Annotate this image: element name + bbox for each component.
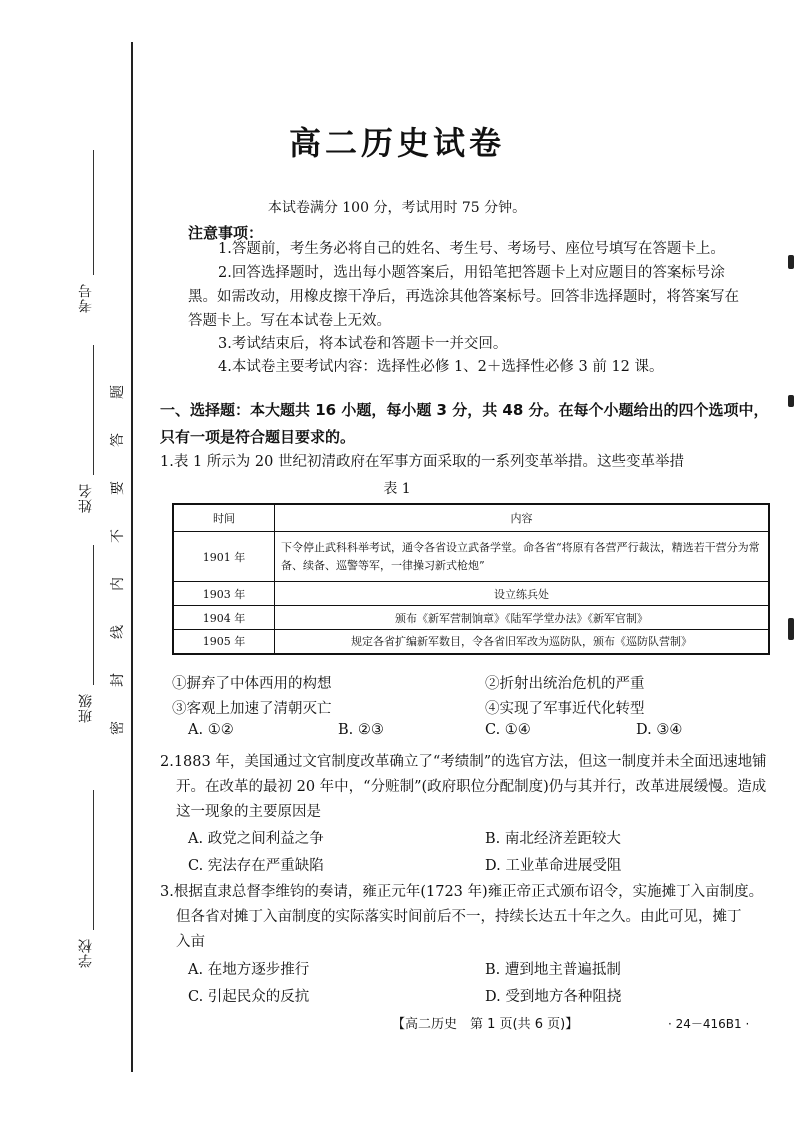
table-cell-content: 规定各省扩编新军数目，令各省旧军改为巡防队，颁布《巡防队营制》 (275, 630, 770, 654)
table-cell-content: 颁布《新军营制饷章》《陆军学堂办法》《新军官制》 (275, 606, 770, 630)
table-caption: 表 1 (383, 481, 411, 497)
answer-option: B. 南北经济差距较大 (485, 831, 621, 847)
answer-option: D. ③④ (636, 722, 683, 738)
table-row (173, 630, 769, 654)
statement: ③客观上加速了清朝灭亡 (172, 701, 332, 717)
answer-option: D. 工业革命进展受阻 (485, 858, 622, 874)
exam-subtitle: 本试卷满分 100 分，考试用时 75 分钟。 (267, 200, 527, 216)
question-3-stem: 但各省对摊丁入亩制度的实际落实时间前后不一，持续长达五十年之久。由此可见，摊丁 (176, 909, 742, 925)
field-school-label: 学校 (78, 938, 94, 968)
answer-option: A. ①② (188, 722, 234, 738)
field-school-line (93, 790, 94, 930)
answer-option: C. 宪法存在严重缺陷 (188, 858, 324, 874)
scan-mark (788, 618, 794, 640)
table-cell-content: 设立练兵处 (275, 582, 770, 606)
field-exam-number-label: 考号 (78, 283, 94, 313)
field-name-label: 姓名 (78, 483, 94, 513)
table-row (173, 606, 769, 630)
answer-option: B. 遭到地主普遍抵制 (485, 962, 621, 978)
notice-line: 1.答题前，考生务必将自己的姓名、考生号、考场号、座位号填写在答题卡上。 (218, 241, 725, 257)
answer-option: D. 受到地方各种阻挠 (485, 989, 622, 1005)
question-2-stem: 这一现象的主要原因是 (176, 804, 321, 820)
notice-heading: 注意事项： (188, 224, 264, 242)
table-cell-time: 1905 年 (173, 630, 275, 654)
scan-mark (788, 395, 794, 407)
statement: ④实现了军事近代化转型 (485, 701, 645, 717)
table-row (173, 582, 769, 606)
answer-option: B. ②③ (338, 722, 384, 738)
statement: ①摒弃了中体西用的构想 (172, 676, 332, 692)
table-header-content: 内容 (275, 504, 770, 532)
section-heading: 一、选择题：本大题共 16 小题，每小题 3 分，共 48 分。在每个小题给出的四个选项中，只有一项是符合题目要求的。 (160, 401, 769, 446)
table-row (173, 532, 769, 582)
seal-char: 密 (110, 721, 126, 735)
table-cell-time: 1903 年 (173, 582, 275, 606)
answer-option: A. 政党之间利益之争 (188, 831, 324, 847)
answer-option: A. 在地方逐步推行 (188, 962, 310, 978)
notice-line: 2.回答选择题时，选出每小题答案后，用铅笔把答题卡上对应题目的答案标号涂 (218, 265, 725, 281)
notice-line: 黑。如需改动，用橡皮擦干净后，再选涂其他答案标号。回答非选择题时，将答案写在 (188, 289, 739, 305)
table-cell-time: 1901 年 (173, 532, 275, 582)
seal-char: 不 (110, 529, 126, 543)
seal-char: 线 (110, 625, 126, 639)
table-header-time: 时间 (173, 504, 275, 532)
scan-mark (788, 255, 794, 269)
field-class-line (93, 545, 94, 685)
reform-table (172, 503, 770, 655)
field-class-label: 班级 (78, 693, 94, 723)
question-1-stem: 1.表 1 所示为 20 世纪初清政府在军事方面采取的一系列变革举措。这些变革举措 (160, 454, 684, 470)
table-header-row (173, 504, 769, 532)
question-2-stem: 2.1883 年，美国通过文官制度改革确立了“考绩制”的选官方法，但这一制度并未全面迅速地铺 (160, 754, 767, 770)
question-3-stem: 3.根据直隶总督李维钧的奏请，雍正元年(1723 年)雍正帝正式颁布诏令，实施摊丁入亩制度。 (160, 884, 764, 900)
table-cell-time: 1904 年 (173, 606, 275, 630)
table-cell-content: 下令停止武科科举考试，通令各省设立武备学堂。命各省“将原有各营严行裁汰，精选若干营分为常备、续备、巡警等军，一律操习新式枪炮” (275, 532, 770, 582)
exam-title: 高二历史试卷 (288, 124, 505, 162)
statement: ②折射出统治危机的严重 (485, 676, 645, 692)
question-2-stem: 开。在改革的最初 20 年中，“分赃制”(政府职位分配制度)仍与其并行，改革进展缓慢。造成 (176, 779, 767, 795)
notice-line: 4.本试卷主要考试内容：选择性必修 1、2＋选择性必修 3 前 12 课。 (218, 359, 664, 375)
notice-line: 答题卡上。写在本试卷上无效。 (188, 313, 391, 329)
page-footer: 【高二历史 第 1 页(共 6 页)】 (392, 1017, 579, 1032)
seal-char: 封 (110, 673, 126, 687)
question-3-stem: 入亩 (176, 934, 205, 950)
answer-option: C. 引起民众的反抗 (188, 989, 310, 1005)
seal-char: 题 (110, 385, 126, 399)
seal-char: 答 (110, 433, 126, 447)
paper-code: · 24－416B1 · (668, 1017, 750, 1031)
field-name-line (93, 345, 94, 475)
seal-char: 要 (110, 481, 126, 495)
answer-option: C. ①④ (485, 722, 531, 738)
notice-line: 3.考试结束后，将本试卷和答题卡一并交回。 (218, 336, 508, 352)
seal-char: 内 (110, 577, 126, 591)
